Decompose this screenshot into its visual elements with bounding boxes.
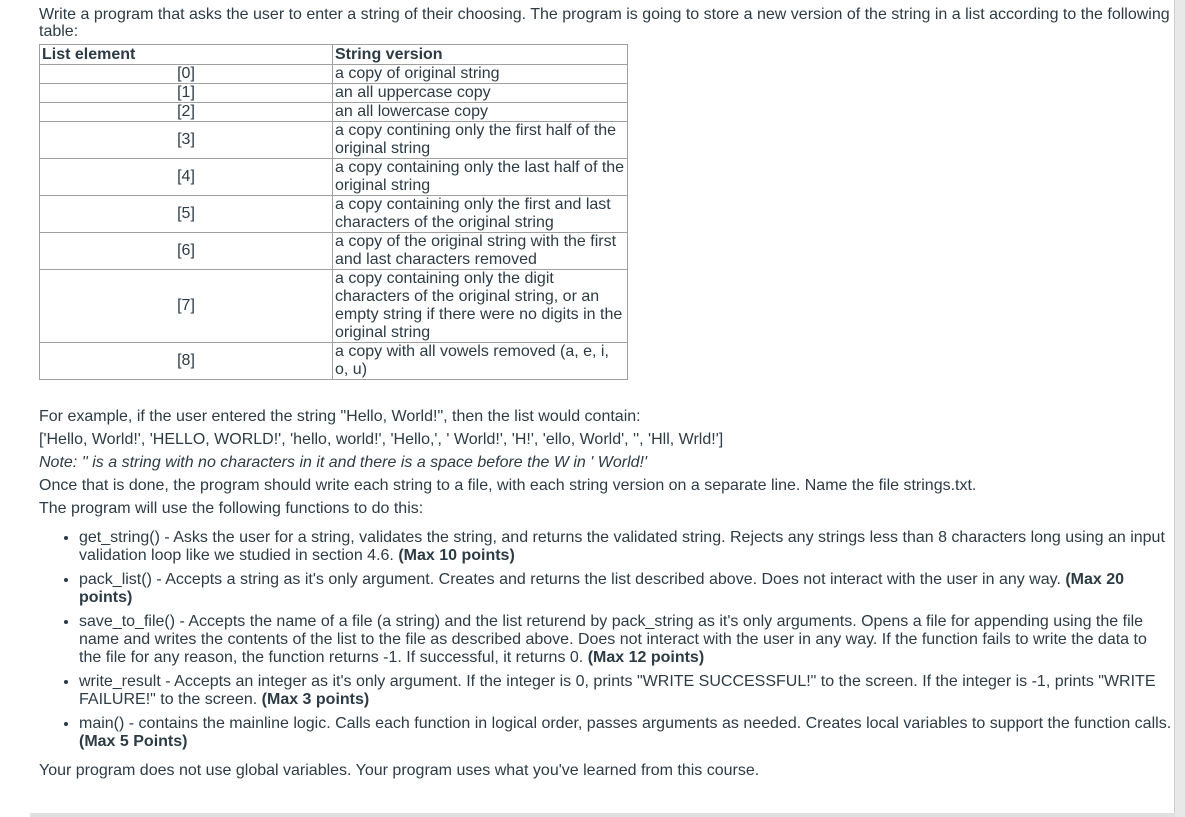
- list-element-index: [5]: [40, 196, 333, 233]
- example-list: ['Hello, World!', 'HELLO, WORLD!', 'hello, world!', 'Hello,', ' World!', 'H!', 'ello, World', '', 'Hll, Wrld!']: [39, 431, 724, 448]
- table-row: [40, 270, 628, 343]
- list-item: [79, 571, 1173, 607]
- function-description: write_result - Accepts an integer as it's only argument. If the integer is 0, prints "WRITE SUCCESSFUL!" to the screen. If the integer is -1, prints "WRITE FAILURE!" to the screen.: [79, 673, 1156, 708]
- function-points: (Max 3 points): [261, 691, 370, 708]
- function-points: (Max 10 points): [398, 547, 515, 564]
- header-list-element: List element: [40, 45, 333, 65]
- table-header-row: [40, 45, 628, 65]
- list-element-index: [1]: [40, 84, 333, 103]
- string-version-description: an all lowercase copy: [333, 103, 628, 122]
- file-write-instructions: Once that is done, the program should write each string to a file, with each string version on a separate line. Name the file strings.txt.: [39, 477, 977, 494]
- list-item: [79, 715, 1173, 751]
- string-version-description: a copy with all vowels removed (a, e, i, o, u): [333, 343, 628, 380]
- list-element-index: [2]: [40, 103, 333, 122]
- table-row: [40, 122, 628, 159]
- function-description: save_to_file() - Accepts the name of a file (a string) and the list returend by pack_string as it's only arguments. Opens a file for appending using the file name and writes the contents of the list to the file as described above. Does not interact with the user in any way. If the function fails to write the data to the file for any reason, the function returns -1. If successful, it returns 0.: [79, 613, 1147, 666]
- closing-paragraph: Your program does not use global variables. Your program uses what you've learned from this course.: [39, 762, 760, 779]
- function-points: (Max 20 points): [79, 571, 1125, 606]
- functions-intro: The program will use the following functions to do this:: [39, 500, 424, 517]
- string-version-description: an all uppercase copy: [333, 84, 628, 103]
- assignment-content: [39, 0, 1173, 781]
- string-version-table: [39, 44, 628, 380]
- list-element-index: [6]: [40, 233, 333, 270]
- horizontal-scrollbar[interactable]: [30, 813, 1175, 817]
- list-element-index: [7]: [40, 270, 333, 343]
- intro-paragraph: Write a program that asks the user to enter a string of their choosing. The program is going to store a new version of the string in a list according to the following table:: [39, 6, 1170, 40]
- table-row: [40, 84, 628, 103]
- string-version-description: a copy of the original string with the first and last characters removed: [333, 233, 628, 270]
- table-row: [40, 103, 628, 122]
- function-description: get_string() - Asks the user for a string, validates the string, and returns the validated string. Rejects any strings less than 8 characters long using an input validation loop like we studied in section 4.6.: [79, 529, 1165, 564]
- string-version-description: a copy containing only the last half of the original string: [333, 159, 628, 196]
- example-intro: For example, if the user entered the string "Hello, World!", then the list would contain:: [39, 408, 641, 425]
- function-points: (Max 5 Points): [79, 733, 188, 750]
- list-item: [79, 529, 1173, 565]
- function-points: (Max 12 points): [587, 649, 705, 666]
- note-text: Note: '' is a string with no characters in it and there is a space before the W in ' World!': [39, 454, 648, 471]
- vertical-scrollbar[interactable]: [1174, 0, 1185, 817]
- table-row: [40, 343, 628, 380]
- list-element-index: [0]: [40, 65, 333, 84]
- string-version-description: a copy contining only the first half of the original string: [333, 122, 628, 159]
- string-version-description: a copy of original string: [333, 65, 628, 84]
- list-item: [79, 613, 1173, 667]
- table-row: [40, 196, 628, 233]
- string-version-description: a copy containing only the first and last characters of the original string: [333, 196, 628, 233]
- function-description: main() - contains the mainline logic. Calls each function in logical order, passes arguments as needed. Creates local variables to support the function calls.: [79, 715, 1172, 732]
- table-row: [40, 159, 628, 196]
- table-row: [40, 65, 628, 84]
- header-string-version: String version: [333, 45, 628, 65]
- table-row: [40, 233, 628, 270]
- function-list: [39, 529, 1173, 751]
- function-description: pack_list() - Accepts a string as it's only argument. Creates and returns the list described above. Does not interact with the user in any way.: [79, 571, 1066, 588]
- list-element-index: [3]: [40, 122, 333, 159]
- list-element-index: [4]: [40, 159, 333, 196]
- list-element-index: [8]: [40, 343, 333, 380]
- string-version-description: a copy containing only the digit characters of the original string, or an empty string if there were no digits in the original string: [333, 270, 628, 343]
- list-item: [79, 673, 1173, 709]
